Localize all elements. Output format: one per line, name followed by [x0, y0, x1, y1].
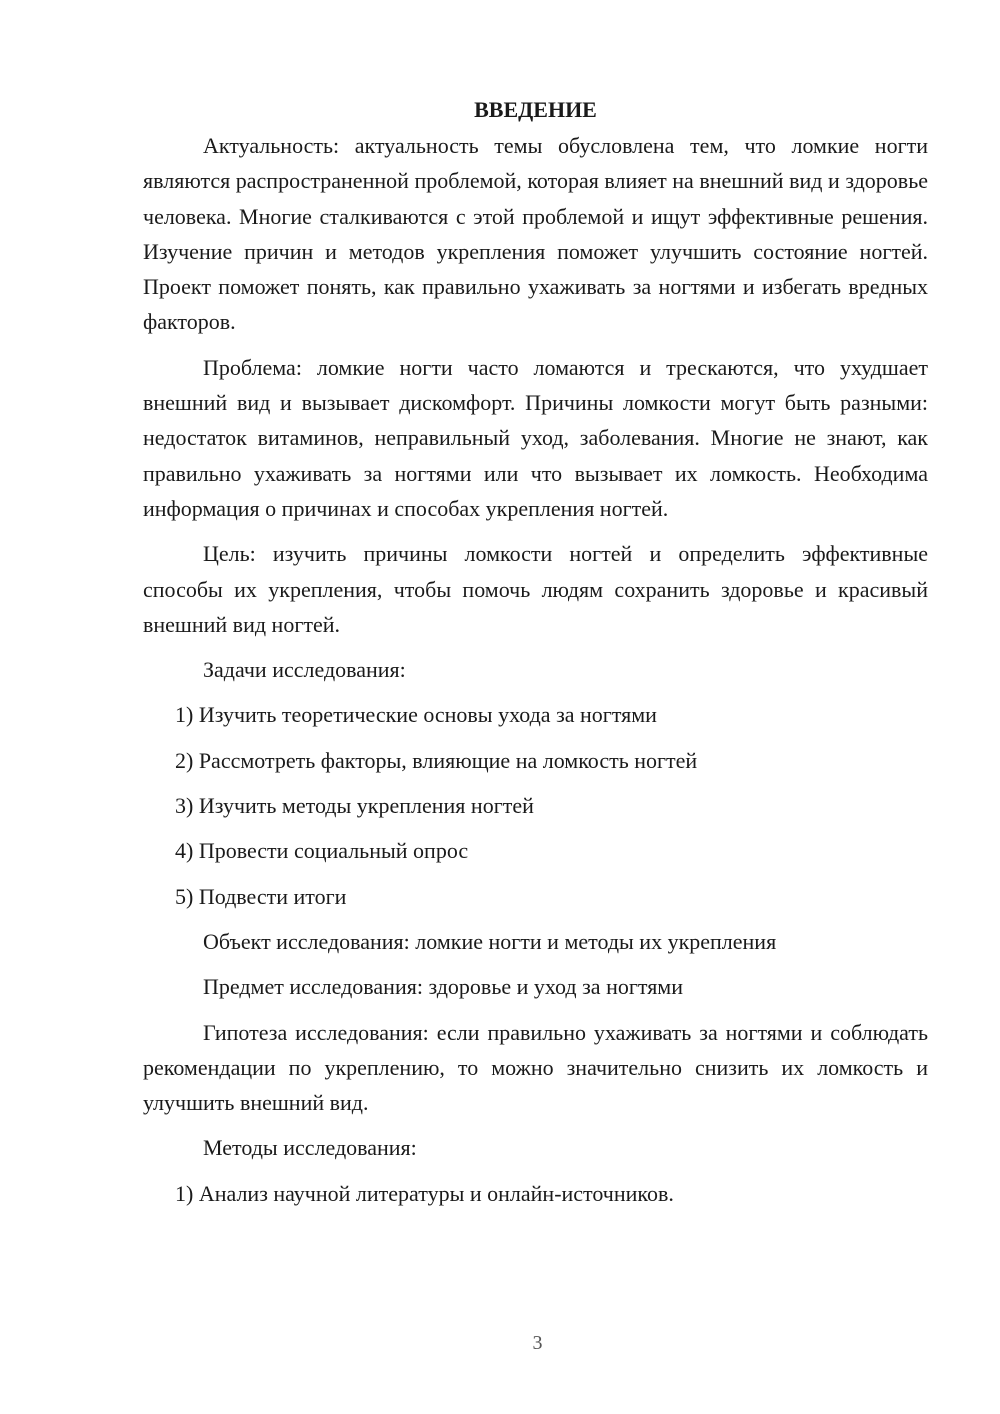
methods-heading: Методы исследования: [203, 1135, 417, 1161]
method-item: 1) Анализ научной литературы и онлайн-источников. [175, 1180, 674, 1206]
research-subject: Предмет исследования: здоровье и уход за ногтями [203, 974, 684, 1000]
research-object: Объект исследования: ломкие ногти и методы их укрепления [203, 928, 777, 954]
tasks-heading: Задачи исследования: [203, 657, 406, 683]
goal-paragraph: Цель: изучить причины ломкости ногтей и определить эффективные способы их укрепления, чтобы помочь людям сохранить здоровье и красивый внешний вид ногтей. [143, 541, 928, 637]
task-item: 4) Провести социальный опрос [175, 838, 469, 864]
relevance-paragraph: Актуальность: актуальность темы обусловлена тем, что ломкие ногти являются распространенной проблемой, которая влияет на внешний вид и здоровье человека. Многие сталкиваются с этой проблемой и ищут эффективные решения. Изучение причин и методов укрепления поможет улучшить состояние ногтей. Проект поможет понять, как правильно ухаживать за ногтями и избегать вредных факторов. [143, 133, 928, 335]
hypothesis-paragraph: Гипотеза исследования: если правильно ухаживать за ногтями и соблюдать рекомендации по укреплению, то можно значительно снизить их ломкость и улучшить внешний вид. [143, 1019, 928, 1116]
task-item: 2) Рассмотреть факторы, влияющие на ломкость ногтей [175, 747, 698, 773]
section-title: ВВЕДЕНИЕ [474, 97, 597, 122]
problem-paragraph: Проблема: ломкие ногти часто ломаются и трескаются, что ухудшает внешний вид и вызывает дискомфорт. Причины ломкости могут быть разными: недостаток витаминов, неправильный уход, заболевания. Многие не знают, как правильно ухаживать за ногтями или что вызывает их ломкость. Необходима информация о причинах и способах укрепления ногтей. [143, 354, 928, 521]
page-number: 3 [532, 1332, 543, 1354]
task-item: 5) Подвести итоги [175, 883, 347, 909]
task-item: 1) Изучить теоретические основы ухода за ногтями [175, 702, 657, 728]
task-item: 3) Изучить методы укрепления ногтей [175, 793, 534, 819]
document-page [143, 92, 928, 1211]
